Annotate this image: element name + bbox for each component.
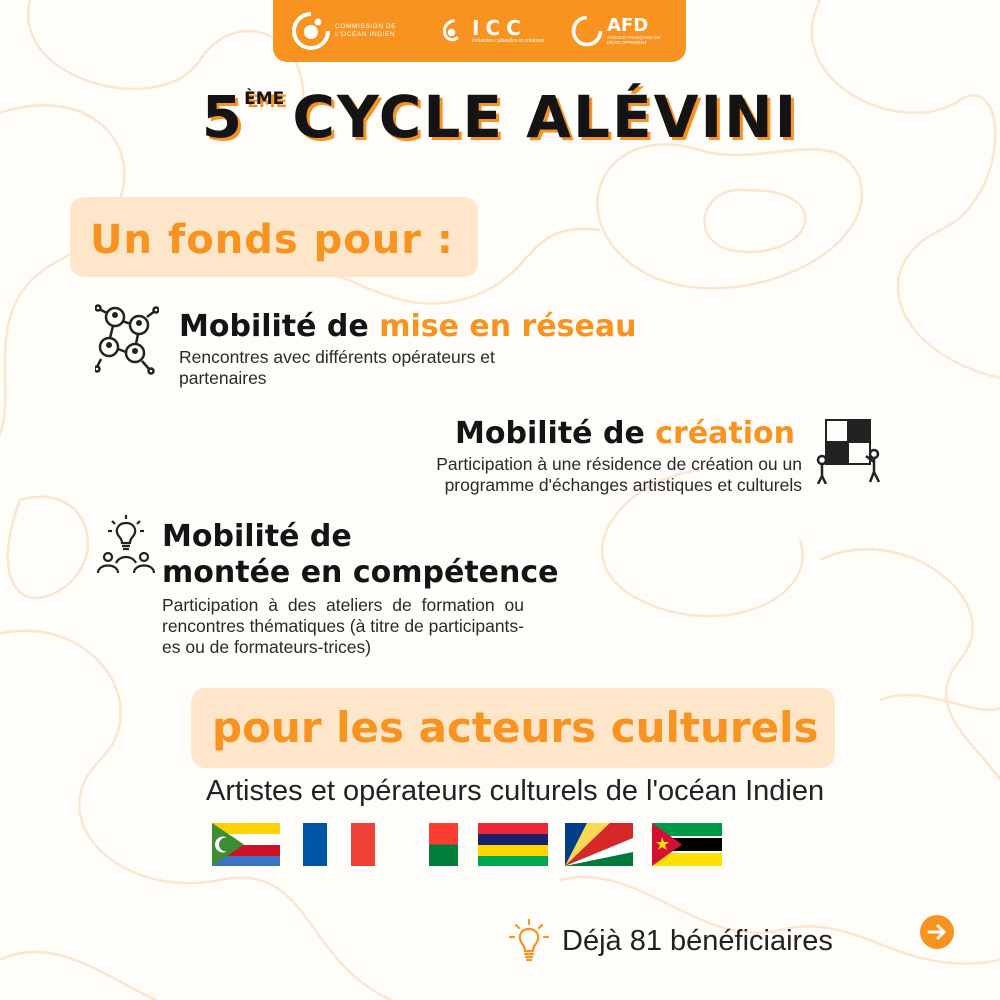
beneficiaires-count: Déjà 81 bénéficiaires [562,925,833,957]
afd-logo [569,10,681,52]
icc-logo [438,10,560,52]
madagascar-flag [415,823,458,866]
comoros-flag [212,823,280,866]
mobility-3-description: Participation à des ateliers de formation ou rencontres thématiques (à titre de participants-es ou de formateurs-trices) [162,595,524,657]
title-suffix: ÈME [244,89,285,109]
arrow-right-icon [920,915,954,949]
mobility-2-title-highlight: création [655,416,795,451]
mobility-2-description: Participation à une résidence de création ou un programme d'échanges artistiques et culturels [436,454,802,495]
icc-logo-icon [438,11,468,51]
afd-logo-icon [569,11,605,51]
coi-logo-text: COMMISSION DE L'OCÉAN INDIEN [335,23,397,38]
next-button[interactable] [920,915,954,949]
mobility-1-title-prefix: Mobilité de [179,309,380,344]
mobility-2-title-prefix: Mobilité de [455,416,656,451]
mobility-2-title [455,416,795,451]
lightbulb-people-icon [96,515,156,575]
afd-logo-subtext: AGENCE FRANÇAISE DE DÉVELOPPEMENT [607,34,661,45]
network-people-icon [95,303,159,375]
fonds-label: Un fonds pour : [90,217,454,263]
mozambique-flag [652,823,722,866]
mobility-1-description: Rencontres avec différents opérateurs et partenaires [179,347,495,388]
puzzle-people-icon [816,416,882,484]
france-flag [303,823,375,866]
coi-logo-icon [291,11,331,51]
acteurs-label: pour les acteurs culturels [212,703,819,752]
title-number: 5 [201,83,245,151]
seychelles-flag [565,823,633,866]
title-text: CYCLE ALÉVINI [292,83,799,151]
acteurs-subtitle: Artistes et opérateurs culturels de l'océan Indien [206,775,825,807]
afd-logo-text: AFD [607,14,649,36]
icc-logo-subtext: Industries culturelles et créatives [472,38,545,44]
lightbulb-icon [506,918,552,964]
mobility-1-title [179,309,636,344]
mobility-3-title-prefix: Mobilité de [162,519,352,554]
icc-logo-text: ICC [472,16,527,40]
page-title [0,83,1000,151]
mauritius-flag [478,823,548,866]
mobility-3-title-highlight: montée en compétence [162,555,559,590]
logo-banner [273,0,686,62]
mobility-1-title-highlight: mise en réseau [379,309,637,344]
coi-logo [291,10,413,52]
